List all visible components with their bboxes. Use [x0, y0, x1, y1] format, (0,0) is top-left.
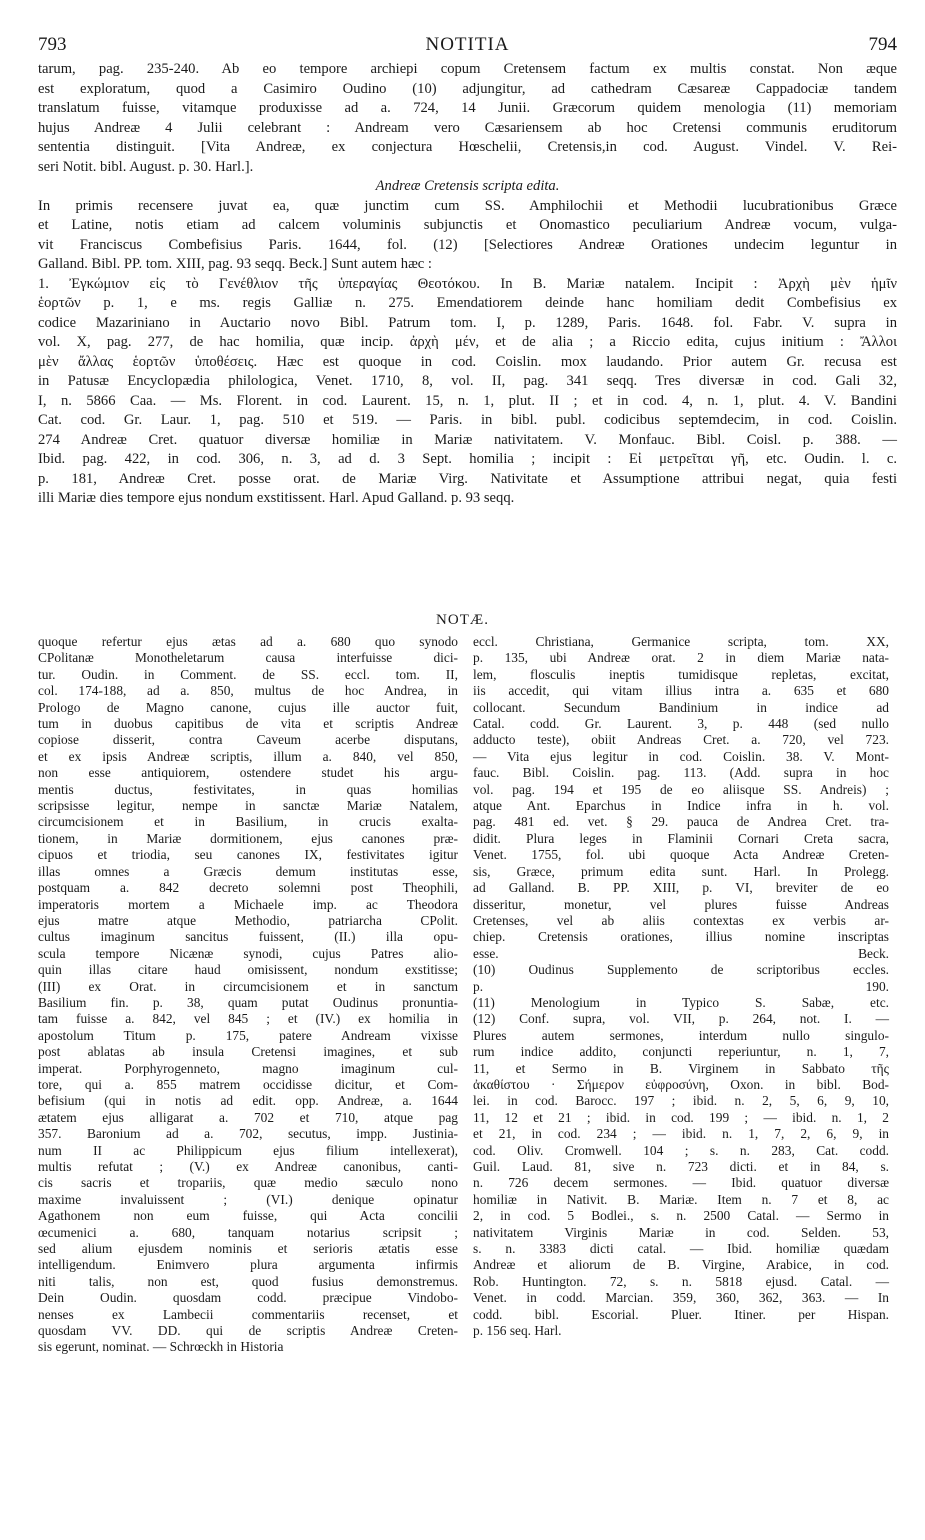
note-line: nativitatem Virginis Mariæ in cod. Selden. 53, — [473, 1224, 889, 1240]
text-line: Cat. cod. Gr. Laur. 1, pag. 510 et 519. — Paris. in bibl. publ. codicibus septemdecim, in cod. Coislin. — [38, 412, 897, 428]
note-line: cod. Oliv. Cromwell. 104 ; s. n. 283, Cat. codd. — [473, 1142, 889, 1158]
note-line: œcumenici a. 680, tanquam notarius scripsit ; — [38, 1224, 458, 1240]
note-line: atque Ant. Eparchus in Indice infra in h. vol. — [473, 798, 889, 814]
note-line: tionem, in Mariæ dormitionem, ejus canones præ- — [38, 830, 458, 846]
note-line: intelligendum. Enimvero plura argumenta infirmis — [38, 1257, 458, 1273]
main-text — [38, 60, 897, 509]
text-line: In primis recensere juvat ea, quæ junctim cum SS. Amphilochii et Methodii lucubrationibus Græce — [38, 197, 897, 214]
note-line: p. 190. — [473, 978, 889, 994]
note-line: scula tempore Nicænæ synodi, cujus Patres alio- — [38, 945, 458, 961]
note-line: 11, 12 et 21 ; ibid. in cod. 199 ; — ibid. n. 1, 2 — [473, 1109, 889, 1125]
note-line: postquam a. 842 decreto solemni post Theophili, — [38, 880, 458, 896]
note-line: ætatem ejus alligarat a. 702 et 710, atque pag — [38, 1109, 458, 1125]
text-line: I, n. 5866 Caa. — Ms. Florent. in cod. Laurent. 15, n. 1, plut. II ; et in cod. 4, n. 1, plut. 4. V. Bandini — [38, 392, 897, 409]
note-line: niti talis, non est, quod fusius demonstremus. — [38, 1273, 458, 1289]
text-line: in Patusæ Encyclopædia philologica, Venet. 1710, 8, vol. II, pag. 341 seqq. Tres diversæ in cod. Gali 32, — [38, 373, 897, 389]
note-line: Andreæ et aliorum de B. Virgine, Arabice, in cod. — [473, 1257, 889, 1273]
text-line: et Latine, notis etiam ad calcem voluminis subjunctis et Onomastico peculiarium Andreæ vocum, vulga- — [38, 217, 897, 233]
note-line: tore, qui a. 855 matrem occidisse dicitur, et Com- — [38, 1076, 458, 1092]
note-line: Rob. Huntington. 72, s. n. 5818 ejusd. Catal. — — [473, 1273, 889, 1289]
note-line: didit. Plura leges in Flaminii Cornari Creta sacra, — [473, 830, 889, 846]
note-line: Catal. codd. Gr. Laurent. 3, p. 448 (sed nullo — [473, 716, 889, 732]
note-line: codd. bibl. Escorial. Pluer. Itiner. per Hispan. — [473, 1306, 889, 1322]
note-line: post ablatas ab insula Cretensi imagines, et sub — [38, 1044, 458, 1060]
text-line: Galland. Bibl. PP. tom. XIII, pag. 93 seqq. Beck.] Sunt autem hæc : — [38, 256, 432, 272]
note-line: Basilium fin. p. 38, quam putat Oudinus pronuntia- — [38, 994, 458, 1010]
note-line: cipuos et triodia, seu canones IX, festivitates igitur — [38, 847, 458, 863]
note-line: maxime invaluissent ; (VI.) denique opinatur — [38, 1191, 458, 1207]
notes-column-right — [473, 634, 889, 1339]
note-line: (11) Menologium in Typico S. Sabæ, etc. — [473, 994, 889, 1010]
note-line: befisium (qui in notis ad edit. opp. Andreæ, a. 1644 — [38, 1093, 458, 1109]
note-line: quosdam VV. DD. qui de scriptis Andreæ Creten- — [38, 1323, 458, 1339]
note-line: multis refutat ; (V.) ex Andreæ canonibus, canti- — [38, 1159, 458, 1174]
notes-column-left — [38, 634, 458, 1356]
note-line: sis egerunt, nominat. — Schrœckh in Historia — [38, 1339, 284, 1355]
note-line: illas omnes a Græcis demum institutas esse, — [38, 863, 458, 879]
note-line: 357. Baronium ad a. 702, secutus, impp. Justinia- — [38, 1126, 458, 1142]
text-line: hujus Andreæ 4 Julii celebrant : Andream vero Cæsariensem ab hoc Cretensi communis eruditorum — [38, 119, 897, 136]
note-line: lem, flosculis ineptis tumidisque repletas, excitat, — [473, 666, 889, 682]
note-line: imperatoris mortem a Michaele imp. ac Theodora — [38, 896, 458, 912]
note-line: cultus imaginum sancitus fuissent, (II.) illa opu- — [38, 929, 458, 945]
note-line: p. 135, ubi Andreæ orat. 2 in diem Mariæ nata- — [473, 650, 889, 666]
text-line: ἑορτῶν p. 1, e ms. regis Galliæ n. 275. Emendatiorem deinde hanc homiliam dedit Combefisius ex — [38, 295, 897, 311]
note-line: pag. 481 ed. vet. § 29. pauca de Andrea Cret. tra- — [473, 814, 889, 830]
note-line: (10) Oudinus Supplemento de scriptoribus eccles. — [473, 962, 889, 978]
note-line: quin illas citare haud omisissent, nondum exstitisse; — [38, 962, 458, 978]
text-line: seri Notit. bibl. August. p. 30. Harl.]. — [38, 158, 254, 175]
text-line: illi Mariæ dies tempore ejus nondum exstitissent. Harl. Apud Galland. p. 93 seqq. — [38, 490, 515, 506]
note-line: ἀκαθίστου · Σήμερον εὐφροσύνη, Oxon. in bibl. Bod- — [473, 1076, 889, 1092]
note-line: esse. Beck. — [473, 945, 889, 961]
text-line: Ibid. pag. 422, in cod. 306, n. 3, ad d. 3 Sept. homilia ; incipit : Εἰ μετρεῖται γῆ, etc. Oudin. l. c. — [38, 451, 897, 467]
note-line: vol. pag. 194 et 195 de eo aliisque SS. Andreis) ; — [473, 781, 889, 797]
note-line: Venet. in codd. Marcian. 359, 360, 362, 363. — In — [473, 1290, 889, 1306]
note-line: num II ac Philippicum ejus filium intellexerat), — [38, 1142, 458, 1158]
note-line: Guil. Laud. 81, sive n. 723 dicti. et in 84, s. — [473, 1159, 889, 1174]
note-line: 2, in cod. 5 Bodlei., s. n. 2500 Catal. — Sermo in — [473, 1208, 889, 1224]
note-line: Prologo de Magno canone, cujus ille auctor fuit, — [38, 699, 458, 715]
note-line: tam fuisse a. 842, vel 845 ; et (IV.) ex homilia in — [38, 1011, 458, 1027]
note-line: mentis ductus, festivitates, in quas homilias — [38, 781, 458, 797]
item-paragraph — [38, 275, 897, 509]
running-title: NOTITIA — [425, 34, 510, 55]
note-line: ad Galland. B. PP. XIII, p. VI, breviter de eo — [473, 880, 889, 896]
notes-heading: NOTÆ. — [436, 612, 489, 628]
text-line: 274 Andreæ Cret. quatuor diversæ homiliæ in Mariæ nativitatem. V. Monfauc. Bibl. Coisl. p. 388. — — [38, 431, 897, 448]
note-line: chiep. Cretensis orationes, illius nomine inscriptas — [473, 929, 889, 945]
note-line: adducto teste), obiit Andreas Cret. a. 720, vel 723. — [473, 732, 889, 748]
note-line: nenses ex Lambecii commentariis recenset, et — [38, 1306, 458, 1322]
note-line: Plures autem sermones, interdum nullo singulo- — [473, 1027, 889, 1043]
note-line: quoque refertur ejus ætas ad a. 680 quo synodo — [38, 634, 458, 649]
text-line: translatum fuisse, vitamque produxisse ad a. 724, 14 Junii. Græcorum quidem menologia (11) memoriam — [38, 100, 897, 116]
section-heading: Andreæ Cretensis scripta edita. — [375, 178, 560, 194]
note-line: — Vita ejus legitur in cod. Coislin. 38. V. Mont- — [473, 748, 889, 764]
note-line: Cretenses, vel ab aliis contextas ex verbis ar- — [473, 912, 889, 928]
note-line: col. 174-188, ad a. 850, multus de hoc Andrea, in — [38, 683, 458, 699]
note-line: Agathonem non eum fuisse, qui Acta concilii — [38, 1208, 458, 1224]
note-line: copiose disserit, contra Caveum acerbe disputans, — [38, 732, 458, 748]
note-line: (12) Conf. supra, vol. VII, p. 264, not. I. — — [473, 1011, 889, 1027]
top-paragraph — [38, 60, 897, 177]
note-line: homiliæ in Nativit. B. Mariæ. Item n. 7 et 8, ac — [473, 1191, 889, 1207]
page-number-right: 794 — [868, 34, 897, 55]
text-line: sententia distinguit. [Vita Andreæ, ex conjectura Hœschelii, Cretensis,in cod. August. Vindel. V. Rei- — [38, 139, 897, 155]
text-line: μὲν ἄλλας ἑορτῶν ὑποθέσεις. Hæc est quoque in cod. Coislin. mox laudando. Prior autem Gr. recusa est — [38, 353, 897, 370]
text-line: vol. X, pag. 277, de hac homilia, quæ incip. ἀρχὴ μέν, et de alia ; a Riccio edita, cujus initium : Ἄλλοι — [38, 334, 897, 350]
note-line: tur. Oudin. in Comment. de SS. eccl. tom. II, — [38, 666, 458, 682]
note-line: Dein Oudin. quosdam codd. præcipue Vindobo- — [38, 1290, 458, 1306]
note-line: scripsisse legitur, nempe in sanctæ Mariæ Natalem, — [38, 798, 458, 814]
note-line: fauc. Bibl. Coislin. pag. 113. (Add. supra in hoc — [473, 765, 889, 781]
text-line: codice Mazariniano in Auctario novo Bibl. Patrum tom. I, p. 1289, Paris. 1648. fol. Fabr. V. supra in — [38, 314, 897, 331]
note-line: ejus matre atque Methodio, patriarcha CPolit. — [38, 912, 458, 928]
note-line: non esse antiquiorem, ostendere studet his argu- — [38, 765, 458, 781]
note-line: cis sacris et tropariis, quæ medio sæculo nono — [38, 1175, 458, 1191]
note-line: rum indice addito, conjuncti reperiuntur, n. 1, 7, — [473, 1044, 889, 1060]
text-line: p. 181, Andreæ Cret. posse orat. de Mariæ Virg. Nativitate et Assumptione attribui negat, quia festi — [38, 470, 897, 487]
note-line: tum in duobus capitibus de vita et scriptis Andreæ — [38, 716, 458, 732]
note-line: 11, et Sermo in B. Virginem in Sabbato τῆς — [473, 1060, 889, 1076]
text-line: vit Franciscus Combefisius Paris. 1644, fol. (12) [Selectiores Andreæ Orationes undecim leguntur in — [38, 236, 897, 253]
note-line: iis accedit, qui vitam illius intra a. 635 et 680 — [473, 683, 889, 699]
note-line: Venet. 1755, fol. ubi quoque Acta Andreæ Creten- — [473, 847, 889, 863]
note-line: apostolum Titum p. 175, patere Andream vixisse — [38, 1027, 458, 1043]
note-line: disseritur, monetur, vel plures fuisse Andreas — [473, 896, 889, 912]
note-line: sed alium ejusdem nominis et serioris ætatis esse — [38, 1241, 458, 1257]
note-line: circumcisionem et in Basilium, in crucis exalta- — [38, 814, 458, 830]
note-line: s. n. 3383 dicti catal. — Ibid. homiliæ quædam — [473, 1241, 889, 1257]
note-line: imperat. Porphyrogenneto, magno imaginum cul- — [38, 1060, 458, 1076]
note-line: lei. in cod. Barocc. 197 ; ibid. n. 2, 5, 6, 9, 10, — [473, 1093, 889, 1109]
page-number-left: 793 — [38, 34, 67, 55]
note-line: eccl. Christiana, Germanice scripta, tom. XX, — [473, 634, 889, 649]
note-line: n. 726 decem sermones. — Ibid. quatuor diversæ — [473, 1175, 889, 1191]
note-line: et 21, in cod. 234 ; — ibid. n. 1, 7, 2, 6, 9, in — [473, 1126, 889, 1142]
text-line: est exploratum, quod a Casimiro Oudino (10) adjungitur, ad cathedram Cæsareæ Cappadociæ tandem — [38, 80, 897, 97]
text-line: tarum, pag. 235-240. Ab eo tempore archiepi copum Cretensem factum ex multis constat. Non æque — [38, 61, 897, 77]
note-line: CPolitanæ Monotheletarum causa interfuisse dici- — [38, 650, 458, 666]
note-line: et ex ipsis Andreæ scriptis, illum a. 840, vel 850, — [38, 748, 458, 764]
intro-paragraph — [38, 197, 897, 275]
text-line: 1. Ἐγκώμιον εἰς τὸ Γενέθλιον τῆς ὑπεραγίας Θεοτόκου. In B. Mariæ natalem. Incipit : Ἀρχὴ μὲν ἡμῖν — [38, 275, 897, 292]
note-line: (III) ex Orat. in circumcisionem et in sanctum — [38, 978, 458, 994]
page-header — [38, 34, 897, 58]
note-line: p. 156 seq. Harl. — [473, 1323, 562, 1339]
note-line: collocant. Secundum Bandinium in indice ad — [473, 699, 889, 715]
note-line: sis, Græce, primum edita sunt. Harl. In Prolegg. — [473, 863, 889, 879]
